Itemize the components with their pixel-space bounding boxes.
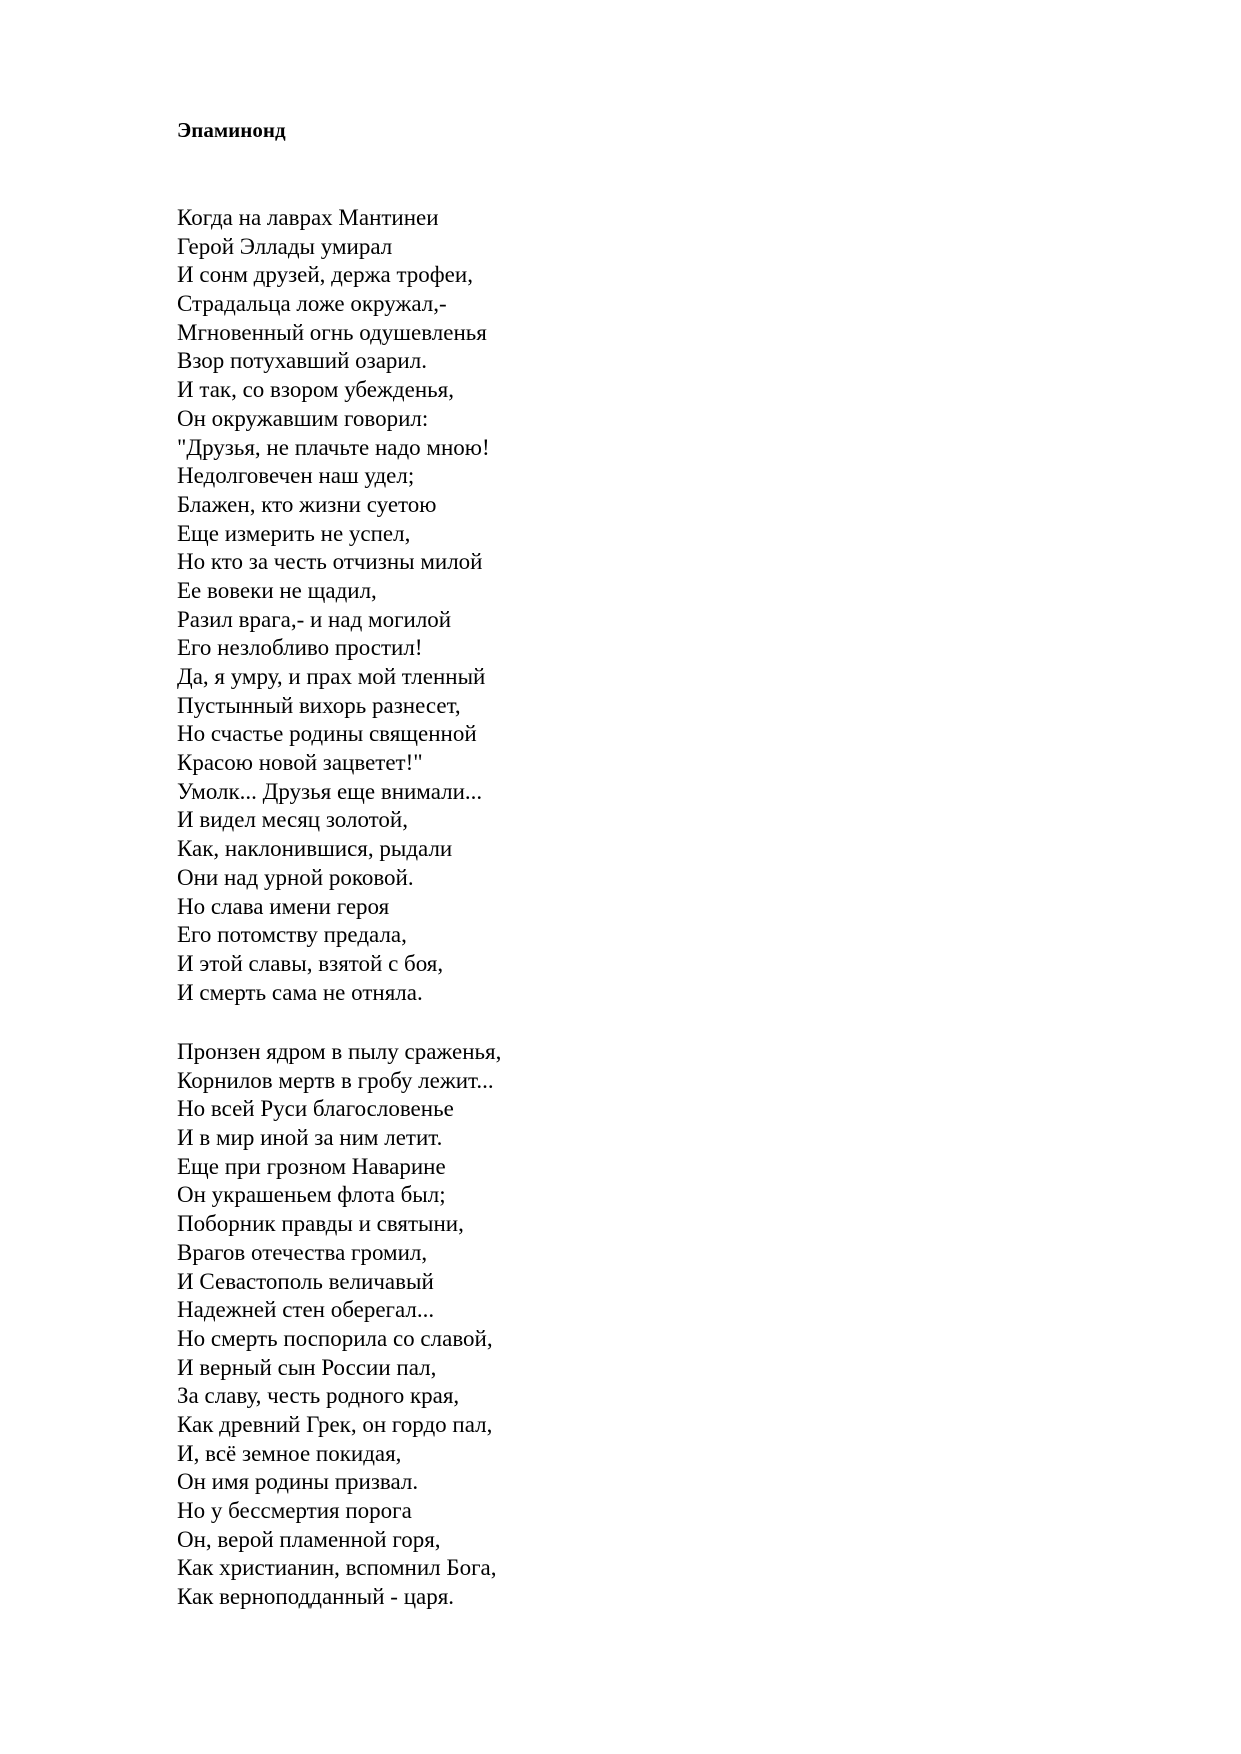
poem-line: Но смерть поспорила со славой,	[177, 1325, 493, 1351]
poem-line: И в мир иной за ним летит.	[177, 1125, 443, 1151]
poem-line: Еще измерить не успел,	[177, 520, 411, 546]
poem-line: Корнилов мертв в гробу лежит...	[177, 1067, 494, 1093]
poem-line: Страдальца ложе окружал,-	[177, 291, 447, 317]
poem-line: Мгновенный огнь одушевленья	[177, 319, 487, 345]
poem-line: Как христианин, вспомнил Бога,	[177, 1555, 497, 1581]
poem-line: Его незлобливо простил!	[177, 635, 423, 661]
poem-line: Как, наклонившися, рыдали	[177, 836, 453, 862]
poem-line: И видел месяц золотой,	[177, 807, 408, 833]
poem-line: И смерть сама не отняла.	[177, 979, 423, 1005]
poem-line: Но кто за честь отчизны милой	[177, 549, 483, 575]
poem-line: Но счастье родины священной	[177, 721, 477, 747]
poem-line: Как верноподданный - царя.	[177, 1584, 455, 1610]
poem-line: Как древний Грек, он гордо пал,	[177, 1411, 493, 1437]
poem-line: Блажен, кто жизни суетою	[177, 491, 437, 517]
poem-line: Когда на лаврах Мантинеи	[177, 205, 439, 230]
poem-line: Да, я умру, и прах мой тленный	[177, 664, 486, 689]
poem-line: Его потомству предала,	[177, 922, 407, 948]
poem-line: Врагов отечества громил,	[177, 1239, 428, 1265]
poem-line: Но всей Руси благословенье	[177, 1096, 454, 1122]
poem-line: Разил врага,- и над могилой	[177, 606, 452, 632]
poem-line: За славу, честь родного края,	[177, 1383, 460, 1409]
poem-line: И Севастополь величавый	[177, 1268, 434, 1294]
poem-line: Недолговечен наш удел;	[177, 463, 415, 489]
poem-line: И так, со взором убежденья,	[177, 377, 454, 403]
poem-line: Поборник правды и святыни,	[177, 1211, 464, 1237]
poem-line: Он украшеньем флота был;	[177, 1182, 446, 1208]
poem-line: "Друзья, не плачьте надо мною!	[177, 434, 490, 460]
poem-line: Но слава имени героя	[177, 893, 390, 919]
poem-line: Еще при грозном Наварине	[177, 1153, 446, 1179]
poem-line: И, всё земное покидая,	[177, 1440, 402, 1466]
stanza	[177, 204, 490, 1007]
poem-line: Они над урной роковой.	[177, 864, 414, 890]
poem-line: Он окружавшим говорил:	[177, 405, 429, 431]
poem-line: Он имя родины призвал.	[177, 1469, 419, 1495]
poem-title: Эпаминонд	[177, 118, 286, 142]
poem-line: Ее вовеки не щадил,	[177, 577, 377, 603]
poem-line: Умолк... Друзья еще внимали...	[177, 778, 483, 804]
poem-line: И сонм друзей, держа трофеи,	[177, 262, 473, 288]
poem-line: Пронзен ядром в пылу сраженья,	[177, 1039, 502, 1064]
stanza	[177, 1038, 501, 1612]
poem-line: Но у бессмертия порога	[177, 1498, 412, 1523]
poem-line: Надежней стен оберегал...	[177, 1297, 435, 1323]
poem-line: Он, верой пламенной горя,	[177, 1526, 441, 1552]
poem-line: Красою новой зацветет!"	[177, 750, 423, 776]
poem-line: Пустынный вихорь разнесет,	[177, 692, 461, 718]
poem-line: Взор потухавший озарил.	[177, 348, 427, 374]
poem-line: И этой славы, взятой с боя,	[177, 950, 444, 976]
poem-line: Герой Эллады умирал	[177, 233, 393, 259]
poem-line: И верный сын России пал,	[177, 1354, 437, 1380]
